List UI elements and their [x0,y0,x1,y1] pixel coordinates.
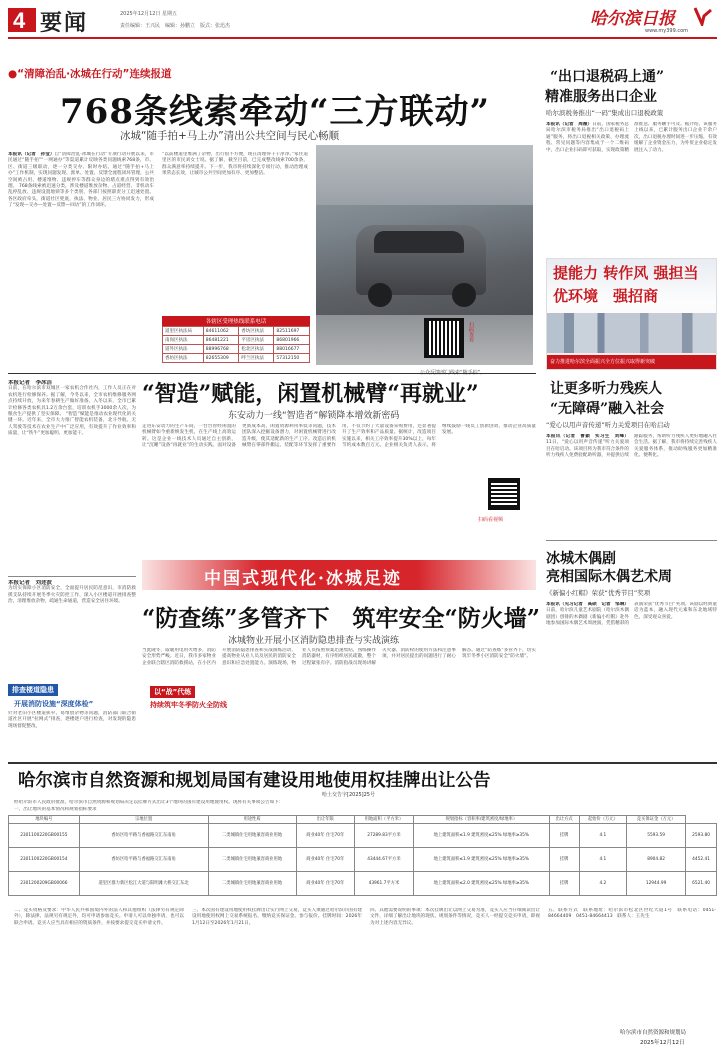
notice-cell: 4.1 [579,824,626,848]
lead-kicker: ●“清障治乱·冰城在行动”连续报道 [8,68,172,80]
photo-car-window [374,231,464,253]
hotline-cell: 道里区执法局 [163,327,204,336]
right-body3-text: 日前，哈尔滨儿童艺术剧院（哈尔滨木偶剧团）创排的木偶剧《新偏小红帽》赴外地参加国际木偶艺术周展演，凭借精彩的表演荣获“优秀节目”奖项。该剧以经典童话为蓝本，融入现代元素和东北地域特色，深受观众喜爱。 [546,602,717,627]
lead-body-1: 自“清障治乱·冰城在行动”专项行动开展以来，市民通过“随手拍”“一网通办”等渠道累计反映各类问题线索768条，市、区、街道三级联动，逐一分类交办、限时办结。通过“随手拍+马上办”工作机制，实现问题发现、派单、处置、反馈全流程闭环管理，公共空间被占用、楼道堆物、违规停车等群众身边的堵点难点得到有效治理。 [8,152,154,190]
notice-row [9,872,717,896]
hotline-cell: 82511697 [274,327,310,336]
notice-cell: 4.2 [579,872,626,896]
header-rule [8,37,717,39]
notice-cell: 二类城镇住宅用地兼容商业用地 [208,824,296,848]
left-col-story1 [8,380,136,570]
notice-cell: 12944.99 [627,872,686,896]
notice-cell: 香坊区哈平路与香福路交汇东南角 [79,848,208,872]
story2-qr-label: 扫码看视频 [478,517,504,523]
notice-cell: 商业40年 住宅70年 [296,872,354,896]
lead-qr-code[interactable] [424,318,464,358]
lead-byline: 本报讯（记者 孙莹） [8,152,55,157]
left-label-2: 本报记者 刘述波 [8,580,53,586]
notice-cell: 地上建筑面积≤1.9 建筑密度≤25% 绿地率≥35% [413,824,549,848]
left-text-2: “智造”赋能是推动农业现代化的关键一环。近年来，全市大力推广智能农机装备，北斗导航、无人驾驶等技术在农业生产中广泛应用，有效提升了作业效率和质量，让“铁牛”更加聪明、更加能干。 [8,412,136,437]
section-name: 要闻 [40,11,89,36]
photo-wheel-right [452,283,476,307]
notice-intro: 经哈尔滨市人民政府批准，哈尔滨市自然资源和规划局决定以挂牌方式出让3个地块的国有建设用地使用权。现将有关事项公告如下： [14,800,284,805]
notice-cell: 2301100220GB00155 [9,824,80,848]
hotline-cell: 平房区执法 [239,336,274,345]
hotline-row [163,336,310,345]
notice-cell: 商业40年 住宅70年 [296,848,354,872]
hotline-cell: 82655309 [203,354,239,363]
notice-signature: 哈尔滨市自然资源和规划局 [620,1030,687,1036]
notice-header-cell: 出让方式 [549,816,579,824]
left-col-story2 [8,580,136,646]
right-title1-line2: 精准服务出口企业 [545,89,657,105]
story2-qr-code[interactable] [488,478,520,510]
hotline-table-title: 各辖区受理热线联系电话 [162,316,310,326]
story3-body [142,648,536,758]
hotline-cell: 道外区执法 [163,345,204,354]
header-date: 2025年12月12日 星期五 [120,11,178,17]
notice-col4: 五、联系方式 联系地址：哈尔滨市松北区世纪大道1号 联系电话：0451-84664409 0451-84664413 联系人：王先生 [548,908,716,920]
notice-cell: 2301200209GB00066 [9,872,80,896]
notice-top-rule [8,762,717,764]
left-text-3: 为切实保障小区消防安全，全面提升居民防范意识，市消防救援支队持续开展冬季火灾防控工作，深入小区楼道开展排查整治，清理堆放杂物，疏通生命通道，营造安全居住环境。 [8,586,136,605]
notice-header-cell: 用途性质 [208,816,296,824]
notice-cell: 5593.59 [627,824,686,848]
right-title1-line1: “出口退税码上通” [550,69,665,85]
hotline-table [162,326,310,363]
poster-skyline [547,313,716,353]
right-title3-line1: 冰城木偶剧 [546,551,616,567]
right-rule [546,540,717,541]
notice-col1: 二、竞买资格及要求：中华人民共和国境内外的法人和其他组织（法律另有规定除外），除法律、法规另有规定外，均可申请参加竞买。申请人可以单独申请，也可以联合申请。竞买人应当具有相应的资质条件，并按要求提交竞买申请文件。 [14,908,184,926]
notice-cell: 二类城镇住宅用地兼容商业用地 [208,848,296,872]
hotline-cell: 香坊区执法 [239,327,274,336]
right-sub2: “爱心以用声音传递”听力关爱项目在哈启动 [546,421,670,429]
notice-table [8,815,717,896]
notice-header-cell: 竞买保证金（万元） [627,816,686,824]
masthead-logo-icon [692,6,714,26]
hotline-table-wrap [162,316,310,363]
notice-cell: 43961.7平方米 [354,872,413,896]
notice-header-cell: 起始价（万元） [579,816,626,824]
right-byline1: 本报讯（记者 周薇） [546,122,593,127]
notice-header-cell: 用地面积（平方米） [354,816,413,824]
notice-cell: 2593.80 [686,824,717,848]
notice-doc-no: 哈土交告字[2025]25号 [322,792,375,798]
hotline-cell: 88016677 [274,345,310,354]
poster-text-1: 提能力 转作风 强担当 [553,264,699,282]
hotline-cell: 57312150 [274,354,310,363]
notice-cell: 二类城镇住宅用地兼容商业用地 [208,872,296,896]
header-website[interactable]: www.my399.com [645,28,689,34]
notice-cell: 2301100220GB00154 [9,848,80,872]
right-sub3: 《新偏小红帽》荣获“优秀节目”奖项 [546,589,651,597]
notice-row [9,848,717,872]
story3-title: “防查练”多管齐下 筑牢安全“防火墙” [142,605,540,632]
left-text-4: 针对老旧小区楼道狭窄、易堆放杂物等问题，消防部门联合街道社区开展“拉网式”排查，逐楼逐户进行检查，对发现的隐患现场督促整改。 [8,711,136,729]
notice-header-cell: 地块编号 [9,816,80,824]
right-title2-line1: 让更多听力残疾人 [550,381,662,397]
left-tag-blue: 排查楼道隐患 [8,684,58,696]
notice-cell: 8904.82 [627,848,686,872]
masthead: 哈尔滨日报 [590,9,675,29]
notice-cell: 挂牌 [549,872,579,896]
hotline-row [163,327,310,336]
lead-body-2: 768条线索被迅速分类，涉及楼道堆放杂物、占道经营、非机动车乱停乱放、违规设置地锁等多个类别，各部门按照职责分工迅速处置。各区政府牵头，街道社区兜底，执法、物业、居民三方协同发力，形成了“发现—交办—处置—反馈—回访”的工作闭环。 [8,184,154,209]
right-body1 [546,122,717,256]
lead-body-col2 [162,152,308,302]
left-subhead: 开展消防设施“深度体检” [14,700,94,708]
right-title2-line2: “无障碍”融入社会 [550,401,665,417]
notice-cell: 4452.41 [686,848,717,872]
hotline-cell: 呼兰区执法 [239,354,274,363]
poster-caption: 奋力推进哈尔滨全面振兴全方位振兴取得新突破 [550,359,656,365]
left-text-1: 日前，在哈尔滨市双城区一家农机合作社内，工作人员正在对农机进行检修保养。据了解，今冬以来，全市农机维修服务网点持续开放，为来年春耕生产做好准备。入冬以来，全市已累计检修各类农机具1.2万余台套，培训农机手3000余人次，为粮食生产提供了坚实保障。 [8,386,136,418]
lead-subtitle: 冰城“随手拍+马上办”清出公共空间与民心畅顺 [120,130,340,142]
notice-cell: 地上建筑面积≤1.9 建筑密度≤25% 绿地率≥35% [413,848,549,872]
lead-body-col1 [8,152,154,346]
hotline-cell: 88996768 [203,345,239,354]
notice-cell: 43444.67平方米 [354,848,413,872]
hotline-row [163,345,310,354]
right-byline2: 本报讯（记者 曹颖 实习生 刘峰） [546,434,629,439]
notice-section1: 一、出让地块的基本情况和规划指标要求 [14,807,97,812]
hotline-cell: 86481221 [203,336,239,345]
story3-subtitle: 冰城物业开展小区消防隐患排查与实战演练 [228,636,400,646]
page-header [0,0,725,40]
photo-wheel-left [368,283,392,307]
notice-cell: 挂牌 [549,848,579,872]
story2-subtitle: 东安动力一线“智造者”解锁降本增效新密码 [228,411,400,421]
hotline-cell: 松北区执法 [239,345,274,354]
header-editors: 责任编辑：王兴民 编辑：孙鹏立 版式：张迅杰 [120,23,231,29]
hotline-cell: 香坊区执法 [163,354,204,363]
notice-col3: 四、其他需要说明的事项：本次挂牌出让以网上交易为准，竞买人应当仔细阅读出让文件，详细了解出让地块的现状、规划条件等情况，竞买人一经提交竞买申请，即视为对上述内容无异议。 [370,908,540,926]
left-col-rule [8,576,136,577]
modernization-banner [142,560,536,590]
notice-cell: 27289.83平方米 [354,824,413,848]
hotline-cell: 84611062 [203,327,239,336]
story3-body-text: 当此隆冬，取暖用电用火增多，消防安全形势严峻。近日，我市多家物业企业联合辖区消防救援站，在小区内开展消防隐患排查和实战演练活动，提高物业从业人员及居民的消防安全意识和应急处置能力。演练现场，物业人员按照预案迅速集结，熟练操作消防器材，有序组织居民疏散，整个过程紧张有序。消防指战员现场讲解灭火器、消防栓的使用方法和注意事项，并对居民提出的问题进行了耐心解答。通过“防查练”多管齐下，切实筑牢冬季小区消防安全“防火墙”。 [142,648,536,666]
story2-body-text: 走进东安动力的生产车间，一台台曾经闲置的机械臂如今重新焕发生机，在生产线上高效运转。这是企业一线技术人员通过自主创新，让“沉睡”设备“再就业”的生动实践。面对设备更新成本高、闲置资源利用率低等问题，技术团队深入挖掘设备潜力，对闲置机械臂进行改造升级，使其适配新的生产工序。改造后的机械臂在零部件搬运、装配等环节发挥了重要作用，不仅节约了大量设备采购费用，还显著提升了生产效率和产品质量。据统计，改造项目实施以来，相关工序效率提升30%以上，每年节约成本数百万元。企业相关负责人表示，将继续鼓励一线员工创新创效，推动企业高质量发展。 [142,424,536,449]
right-body2 [546,434,717,536]
hotline-cell: 86801966 [274,336,310,345]
story2-title: “智造”赋能，闲置机械臂“再就业” [142,381,479,407]
hotline-cell: 南岗区执法 [163,336,204,345]
right-sub1: 哈尔滨税务推出“一码”集成出口退税政策 [546,109,664,117]
notice-cell: 6521.40 [686,872,717,896]
notice-row [9,824,717,848]
story3-tag-sub: 持续筑牢冬季防火全防线 [150,701,227,709]
photo-wall [316,145,533,205]
hotline-row [163,354,310,363]
story2-body [142,424,536,556]
notice-cell: 挂牌 [549,824,579,848]
page-number: 4 [13,8,26,33]
lead-qr-label: 扫码查看 [468,322,474,342]
right-byline3: 本报讯（见习记者 高硕 记者 邹琳） [546,602,629,607]
story3-tag: 以“战”代练 [150,686,195,698]
right-poster [546,258,717,370]
notice-cell: 4.1 [579,848,626,872]
left-label-1: 本报记者 李冰洁 [8,380,53,386]
notice-header-cell: 宗地位置 [79,816,208,824]
right-body2-text: 11日，“爱心以用声音传递”听力关爱项目在哈启动。该项目将为我市符合条件的听力残疾人免费验配助听器，并提供后续跟踪服务，帮助听力残疾人更好地融入社会生活。据了解，我市将持续完善残疾人关爱服务体系，推动助残服务更加精准化、便利化。 [546,434,717,459]
notice-sign-date: 2025年12月12日 [640,1040,685,1046]
lead-title: 768条线索牵动“三方联动” [60,92,491,132]
notice-title: 哈尔滨市自然资源和规划局国有建设用地使用权挂牌出让公告 [18,771,491,791]
banner-text: 中国式现代化·冰城足迹 [204,569,402,589]
notice-cell: 地上建筑面积≤2.0 建筑密度≤25% 绿地率≥35% [413,872,549,896]
lead-bottom-rule [8,373,536,374]
right-body3 [546,602,717,758]
notice-cell: 道里区群力新区松江大道与阳明滩大桥交汇东北 [79,872,208,896]
notice-cell: 香坊区哈平路与香福路交汇东南角 [79,824,208,848]
poster-caption-bar [547,355,716,369]
right-title3-line2: 亮相国际木偶艺术周 [546,569,672,585]
notice-header-cell: 出让年限 [296,816,354,824]
notice-cell: 商业40年 住宅70年 [296,824,354,848]
notice-col2: 三、本次国有建设用地使用权挂牌出让实行网上交易，竞买人须通过哈尔滨市国有建设用地使用权网上交易系统报名、缴纳竞买保证金、参与报价。挂牌时间：2026年1月12日至2026年1月21日。 [192,908,362,926]
page-number-box [8,8,36,32]
poster-text-2: 优环境 强招商 [553,287,659,305]
right-body1-text: 日前，国家税务总局哈尔滨市税务局推出“出口退税码上通”服务，将出口退税相关政策、办理流程、常见问题等内容集成于一个二维码中，出口企业扫码即可获取，实现政策精准推送、服务触手可及。据介绍，该服务上线以来，已累计服务出口企业千余户次，出口退税办理时间进一步压缩，有效缓解了企业资金压力，为外贸企业稳定发展注入了动力。 [546,122,717,153]
notice-header-cell: 规划指标（容积率/建筑密度/绿地率） [413,816,549,824]
lead-body-3: “以前楼道里堆满了杂物，出行很不方便，现在清理得干干净净。”家住道里区的市民刘女士说。据了解，截至目前，已完成整改线索700余条，群众满意率持续提升。下一步，我市将持续深化专项行动，推动治理成果常态长效，让城市公共空间更加有序、更加整洁。 [162,152,308,177]
